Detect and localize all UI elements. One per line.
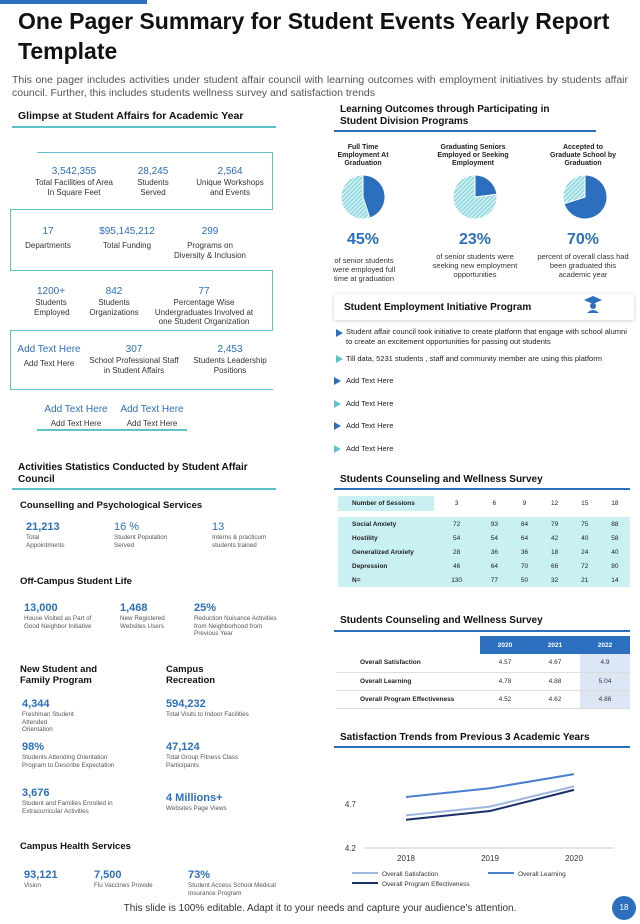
employment-bullet: Add Text Here: [346, 376, 394, 385]
glimpse-item: 3,542,355 Total Facilities of Area In Square Feet: [35, 166, 113, 197]
activities-underline: [12, 488, 276, 490]
pie-title: Graduating Seniors Employed or Seeking Employment: [437, 144, 509, 167]
glimpse-item: 2,453 Students Leadership Positions: [193, 344, 267, 375]
pie-description: of senior students were employed full time at graduation: [332, 256, 396, 283]
survey2-table: [336, 636, 630, 709]
stat-item: 93,121 Vision: [24, 869, 58, 889]
pie-percent: 23%: [458, 231, 492, 248]
stat-item: 4,344 Freshman Student Attended Orientation: [22, 698, 74, 733]
glimpse-item: 299 Programs on Diversity & Inclusion: [173, 226, 247, 260]
table-row: Overall Program Effectiveness 4.52 4.62 4.86: [336, 690, 630, 708]
stat-item: 7,500 Flu Vaccines Provide: [94, 869, 153, 889]
graduate-icon: [582, 294, 604, 314]
glimpse-underline: [12, 126, 276, 128]
y-tick-label: 4.7: [344, 800, 356, 809]
glimpse-item: Add Text Here Add Text Here: [120, 404, 184, 428]
trend-line-chart: [334, 752, 630, 894]
table-row: Generalized Anxiety 28 36 36 18 24 40: [338, 545, 630, 559]
legend-label: Overall Learning: [518, 871, 566, 878]
employment-bullet: Add Text Here: [346, 399, 394, 408]
offcampus-heading: Off-Campus Student Life: [20, 576, 132, 587]
page-number: 18: [612, 896, 636, 920]
employment-bullet: Student affair council took initiative to create platform that engage with school alumni to create an excitement opportunities for passing out students: [346, 327, 627, 346]
recreation-heading: Campus Recreation: [166, 664, 216, 686]
bullet-arrow-icon: [336, 355, 343, 363]
bullet-arrow-icon: [334, 445, 341, 453]
glimpse-item: Add Text Here Add Text Here: [17, 344, 81, 368]
learning-underline: [334, 130, 596, 132]
employment-bullet: Add Text Here: [346, 444, 394, 453]
stat-item: 3,676 Student and Families Enrolled in Extracurricular Activities: [22, 787, 113, 815]
pie-chart-1: [452, 174, 498, 220]
connector-6: [37, 429, 187, 431]
glimpse-item: 28,245 Students Served: [137, 166, 169, 197]
stat-item: 25% Reduction Nuisance Activities from Neighborhood from Previous Year: [194, 602, 277, 637]
stat-item: 47,124 Total Group Fitness Class Participants: [166, 741, 239, 769]
bullet-arrow-icon: [334, 400, 341, 408]
stat-item: 98% Students Attending Orientation Program to Describe Expectation: [22, 741, 115, 769]
table-row: Overall Learning 4.78 4.88 5.04: [336, 672, 630, 690]
glimpse-item: Add Text Here Add Text Here: [44, 404, 108, 428]
counselling-heading: Counselling and Psychological Services: [20, 500, 203, 511]
pie-description: of senior students were seeking new employment opportunities: [432, 252, 518, 279]
glimpse-item: 842 Students Organizations: [89, 286, 139, 317]
glimpse-item: 2,564 Unique Workshops and Events: [196, 166, 264, 197]
table-row: Depression 46 64 70 66 72 80: [338, 559, 630, 573]
glimpse-heading: Glimpse at Student Affairs for Academic Year: [18, 110, 244, 122]
survey1-heading: Students Counseling and Wellness Survey: [340, 474, 543, 485]
pie-description: percent of overall class had been graduated this academic year: [537, 252, 629, 279]
pie-percent: 70%: [566, 231, 600, 248]
bullet-arrow-icon: [334, 377, 341, 385]
stat-item: 13 Interns & practicum students trained: [212, 521, 267, 549]
chart-title-underline: [334, 746, 630, 748]
x-tick-label: 2020: [565, 854, 583, 863]
table-row: Hostility 54 54 64 42 40 58: [338, 531, 630, 545]
legend-label: Overall Satisfaction: [382, 871, 438, 878]
stat-item: 21,213 Total Appointments: [26, 521, 65, 549]
employment-bullet: Add Text Here: [346, 421, 394, 430]
activities-heading: Activities Statistics Conducted by Student Affair Council: [18, 462, 248, 485]
glimpse-item: 1200+ Students Employed: [34, 286, 70, 317]
newstudent-heading: New Student and Family Program: [20, 664, 98, 686]
y-tick-label: 4.2: [344, 844, 356, 853]
stat-item: 73% Student Access School Medical Insurance Program: [188, 869, 276, 897]
employment-bullet: Till data, 5231 students , staff and community member are using this platform: [346, 354, 602, 363]
survey1-table: [338, 496, 630, 587]
pie-percent: 45%: [346, 231, 380, 248]
glimpse-item: $95,145,212 Total Funding: [99, 226, 155, 250]
chart-title: Satisfaction Trends from Previous 3 Academic Years: [340, 732, 590, 743]
employment-heading: Student Employment Initiative Program: [344, 302, 532, 313]
table-header-row: 2020 2021 2022: [336, 636, 630, 654]
survey2-heading: Students Counseling and Wellness Survey: [340, 615, 543, 626]
legend-label: Overall Program Effectiveness: [382, 881, 470, 888]
learning-heading: Learning Outcomes through Participating in Student Division Programs: [340, 104, 550, 127]
pie-title: Full Time Employment At Graduation: [337, 144, 389, 167]
glimpse-item: 307 School Professional Staff in Student Affairs: [89, 344, 179, 375]
stat-item: 4 Millions+ Websites Page Views: [166, 792, 227, 812]
footer-text: This slide is 100% editable. Adapt it to your needs and capture your audience's attention.: [123, 903, 517, 914]
table-row: N= 130 77 50 32 21 14: [338, 573, 630, 587]
pie-title: Accepted to Graduate School by Graduation: [549, 144, 617, 167]
bullet-arrow-icon: [336, 329, 343, 337]
pie-chart-0: [340, 174, 386, 220]
pie-chart-2: [562, 174, 608, 220]
stat-item: 594,232 Total Visits to Indoor Facilities: [166, 698, 249, 718]
stat-item: 13,000 House Visited as Part of Good Neighbor Initiative: [24, 602, 92, 630]
series-line: [406, 774, 574, 797]
survey2-underline: [334, 630, 630, 632]
pie-slice: [475, 175, 497, 197]
bullet-arrow-icon: [334, 422, 341, 430]
glimpse-item: 17 Departments: [25, 226, 71, 250]
x-tick-label: 2018: [397, 854, 415, 863]
table-row: Social Anxiety 72 93 84 79 75 88: [338, 517, 630, 531]
page-title: One Pager Summary for Student Events Yearly Report Template: [18, 8, 610, 64]
health-heading: Campus Health Services: [20, 841, 131, 852]
stat-item: 1,468 New Registered Websites Users: [120, 602, 165, 630]
table-row: Overall Satisfaction 4.57 4.67 4.9: [336, 654, 630, 672]
table-header-row: Number of Sessions 3 6 9 12 15 18: [338, 496, 630, 511]
x-tick-label: 2019: [481, 854, 499, 863]
stat-item: 16 % Student Population Served: [114, 521, 168, 549]
survey1-underline: [334, 488, 630, 490]
top-accent-bar: [0, 0, 147, 4]
intro-text: This one pager includes activities under student affair council with learning outcomes with employment initiatives by students affair council. Further, this includes students wellness survey and satisfaction trends: [12, 74, 628, 99]
glimpse-item: 77 Percentage Wise Undergraduates Involved at one Student Organization: [154, 286, 254, 326]
